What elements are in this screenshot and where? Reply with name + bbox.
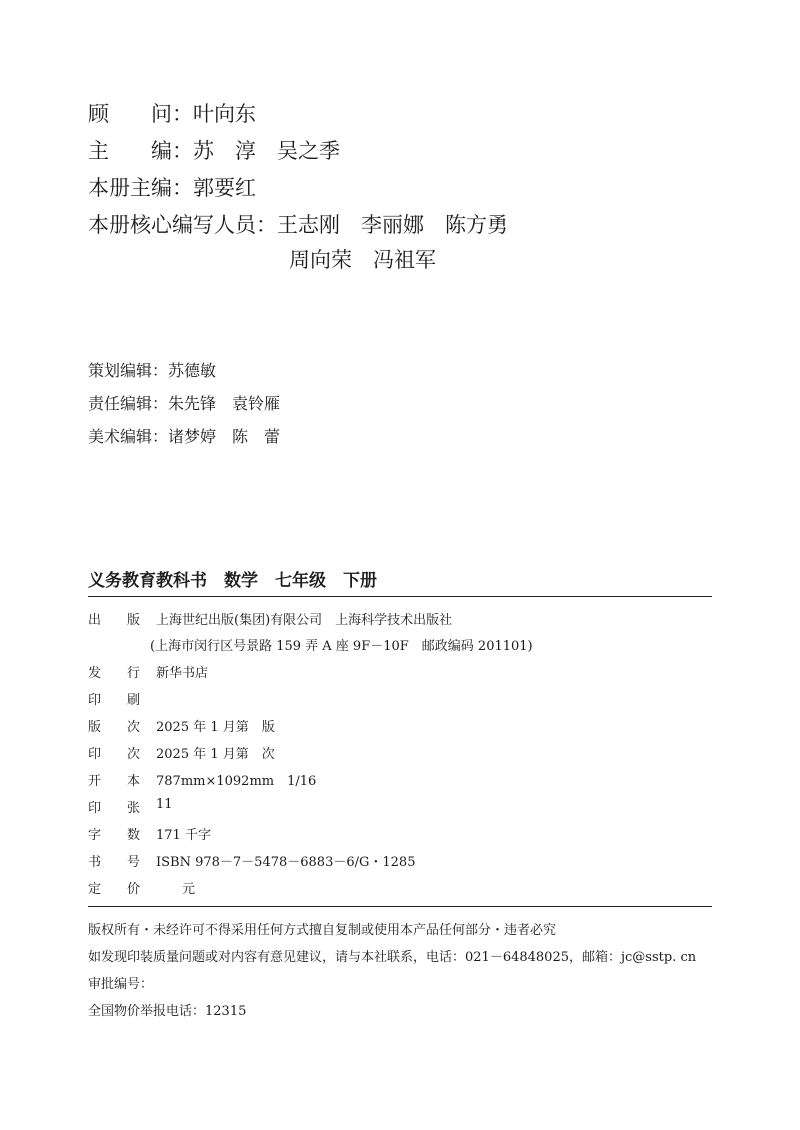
- price-hotline: 全国物价举报电话：12315: [88, 1004, 247, 1019]
- credit-chief-editor: [88, 135, 340, 165]
- editor-label: 美术编辑：: [88, 427, 169, 446]
- editor-value: 朱先锋 袁铃雁: [168, 394, 281, 413]
- credit-core-writers-cont: [289, 244, 436, 274]
- imprint-value: 171 千字: [156, 828, 211, 843]
- imprint-value: 2025 年 1 月第 次: [156, 747, 275, 762]
- credit-label: 本册主编：: [88, 176, 193, 200]
- imprint-label: 定 价: [88, 882, 141, 897]
- imprint-label: 出 版: [88, 613, 141, 628]
- credit-advisor: [88, 98, 256, 128]
- imprint-value: 元: [156, 882, 196, 897]
- imprint-label: 版 次: [88, 720, 141, 735]
- imprint-label: 书 号: [88, 855, 141, 870]
- imprint-value: (上海市闵行区号景路 159 弄 A 座 9F－10F 邮政编码 201101): [150, 639, 533, 654]
- credit-label: 主 编：: [88, 139, 193, 163]
- credit-core-writers: [88, 209, 508, 239]
- editor-value: 苏德敏: [168, 361, 217, 380]
- imprint-label: 字 数: [88, 828, 141, 843]
- editor-planning: [88, 358, 216, 381]
- credit-label: 顾 问：: [88, 102, 193, 126]
- imprint-value: 新华书店: [156, 666, 209, 681]
- imprint-label: 发 行: [88, 666, 141, 681]
- imprint-value: ISBN 978－7－5478－6883－6/G・1285: [156, 855, 416, 870]
- editor-label: 策划编辑：: [88, 361, 169, 380]
- editor-art: [88, 424, 280, 447]
- credit-value: 王志刚 李丽娜 陈方勇: [277, 213, 508, 237]
- credit-value: 周向荣 冯祖军: [289, 248, 436, 272]
- divider-top: [88, 596, 712, 597]
- divider-bottom: [88, 906, 712, 907]
- copyright-notice: 版权所有・未经许可不得采用任何方式擅自复制或使用本产品任何部分・违者必究: [88, 923, 557, 938]
- imprint-label: 印 次: [88, 747, 141, 762]
- approval-number: 审批编号：: [88, 977, 154, 992]
- editor-responsible: [88, 391, 280, 414]
- credit-value: 苏 淳 吴之季: [193, 139, 340, 163]
- imprint-value: 上海世纪出版(集团)有限公司 上海科学技术出版社: [156, 613, 453, 628]
- credit-value: 郭要红: [193, 176, 256, 200]
- book-title: 义务教育教科书 数学 七年级 下册: [88, 571, 377, 591]
- imprint-label: 开 本: [88, 774, 141, 789]
- imprint-value: 2025 年 1 月第 版: [156, 720, 275, 735]
- credit-label: 本册核心编写人员：: [88, 213, 277, 237]
- credit-value: 叶向东: [193, 102, 256, 126]
- imprint-label: 印 张: [88, 801, 141, 816]
- editor-label: 责任编辑：: [88, 394, 169, 413]
- credit-volume-editor: [88, 172, 256, 202]
- imprint-value: 787mm×1092mm 1/16: [156, 774, 317, 789]
- imprint-value: 11: [156, 797, 173, 812]
- imprint-label: 印 刷: [88, 693, 141, 708]
- editor-value: 诸梦婷 陈 蕾: [168, 427, 281, 446]
- contact-notice: 如发现印装质量问题或对内容有意见建议，请与本社联系，电话：021－64848025，邮箱：jc@sstp. cn: [88, 950, 697, 965]
